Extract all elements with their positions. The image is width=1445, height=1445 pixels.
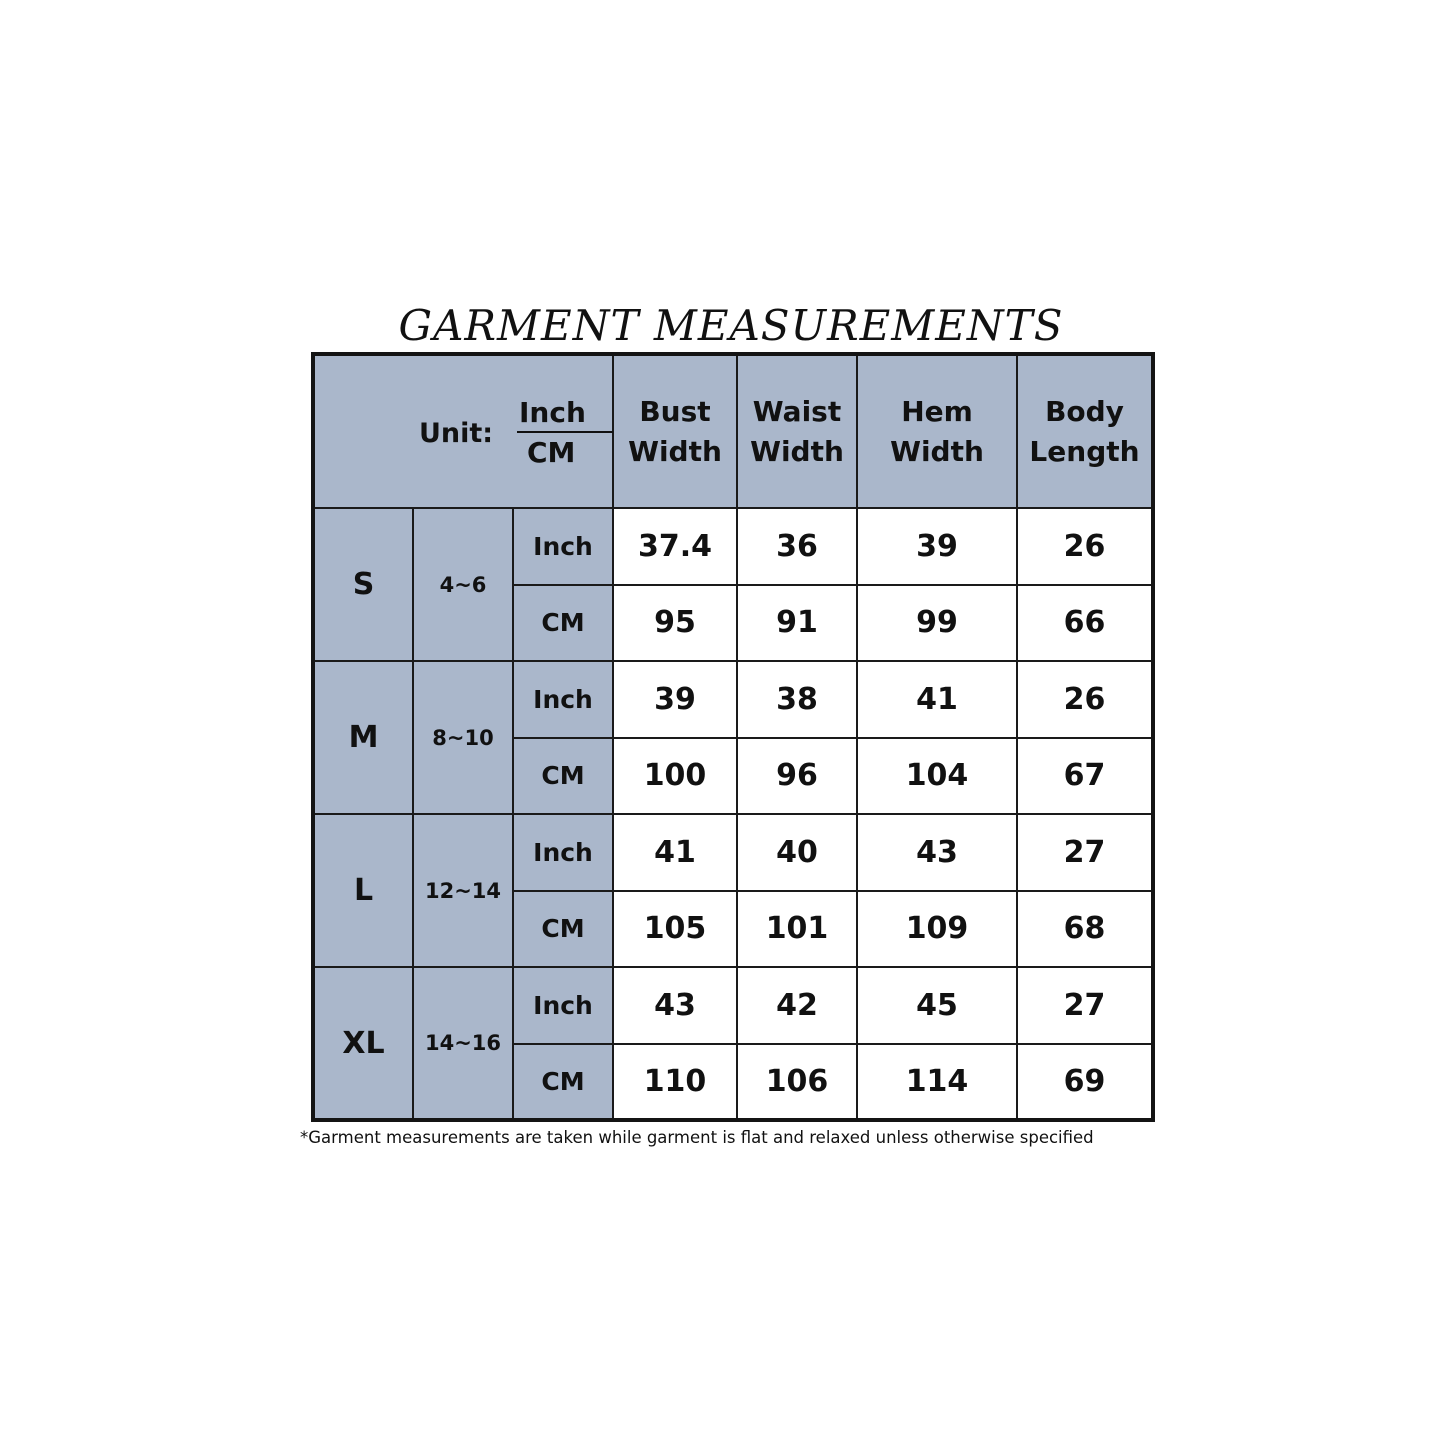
header-row [313, 354, 1153, 508]
column-header-bust-width: Bust Width [613, 354, 737, 508]
unit-cell: CM [513, 585, 613, 662]
measurement-value: 109 [857, 891, 1017, 968]
measurement-value: 42 [737, 967, 857, 1044]
column-header-hem-width: Hem Width [857, 354, 1017, 508]
unit-header-cell [313, 354, 613, 508]
measurement-value: 68 [1017, 891, 1153, 968]
size-label: M [313, 661, 413, 814]
measurement-value: 69 [1017, 1044, 1153, 1121]
column-header-waist-width: Waist Width [737, 354, 857, 508]
unit-label: Unit: [419, 418, 494, 449]
size-label: L [313, 814, 413, 967]
measurement-value: 67 [1017, 738, 1153, 815]
measurement-value: 41 [613, 814, 737, 891]
unit-cell: Inch [513, 661, 613, 738]
page-title: GARMENT MEASUREMENTS [398, 301, 1064, 350]
unit-cell: CM [513, 738, 613, 815]
measurement-value: 43 [613, 967, 737, 1044]
measurement-value: 106 [737, 1044, 857, 1121]
measurement-value: 26 [1017, 508, 1153, 585]
measurement-value: 45 [857, 967, 1017, 1044]
unit-cell: Inch [513, 814, 613, 891]
measurement-value: 36 [737, 508, 857, 585]
measurement-value: 114 [857, 1044, 1017, 1121]
table-row [313, 814, 1153, 891]
measurement-value: 37.4 [613, 508, 737, 585]
unit-cell: Inch [513, 508, 613, 585]
unit-cell: CM [513, 891, 613, 968]
table-row [313, 508, 1153, 585]
table-row [313, 967, 1153, 1044]
measurement-value: 40 [737, 814, 857, 891]
footnote: *Garment measurements are taken while garment is flat and relaxed unless otherwise specified [300, 1128, 1094, 1147]
size-range: 12~14 [413, 814, 513, 967]
measurement-value: 41 [857, 661, 1017, 738]
measurement-value: 39 [613, 661, 737, 738]
unit-divider [517, 431, 613, 433]
size-range: 4~6 [413, 508, 513, 661]
size-range: 14~16 [413, 967, 513, 1120]
measurement-value: 27 [1017, 814, 1153, 891]
measurement-value: 27 [1017, 967, 1153, 1044]
unit-inch-label: Inch [519, 396, 586, 429]
measurement-value: 100 [613, 738, 737, 815]
measurement-value: 43 [857, 814, 1017, 891]
measurement-value: 104 [857, 738, 1017, 815]
measurement-value: 95 [613, 585, 737, 662]
measurement-value: 66 [1017, 585, 1153, 662]
size-range: 8~10 [413, 661, 513, 814]
measurement-value: 101 [737, 891, 857, 968]
measurement-value: 110 [613, 1044, 737, 1121]
unit-cm-label: CM [527, 436, 576, 469]
column-header-body-length: Body Length [1017, 354, 1153, 508]
measurement-value: 91 [737, 585, 857, 662]
measurement-value: 39 [857, 508, 1017, 585]
measurement-value: 105 [613, 891, 737, 968]
size-label: XL [313, 967, 413, 1120]
measurement-value: 26 [1017, 661, 1153, 738]
measurement-value: 96 [737, 738, 857, 815]
size-chart-table [311, 352, 1155, 1122]
unit-cell: Inch [513, 967, 613, 1044]
measurement-value: 38 [737, 661, 857, 738]
table-row [313, 661, 1153, 738]
size-label: S [313, 508, 413, 661]
measurement-value: 99 [857, 585, 1017, 662]
unit-cell: CM [513, 1044, 613, 1121]
